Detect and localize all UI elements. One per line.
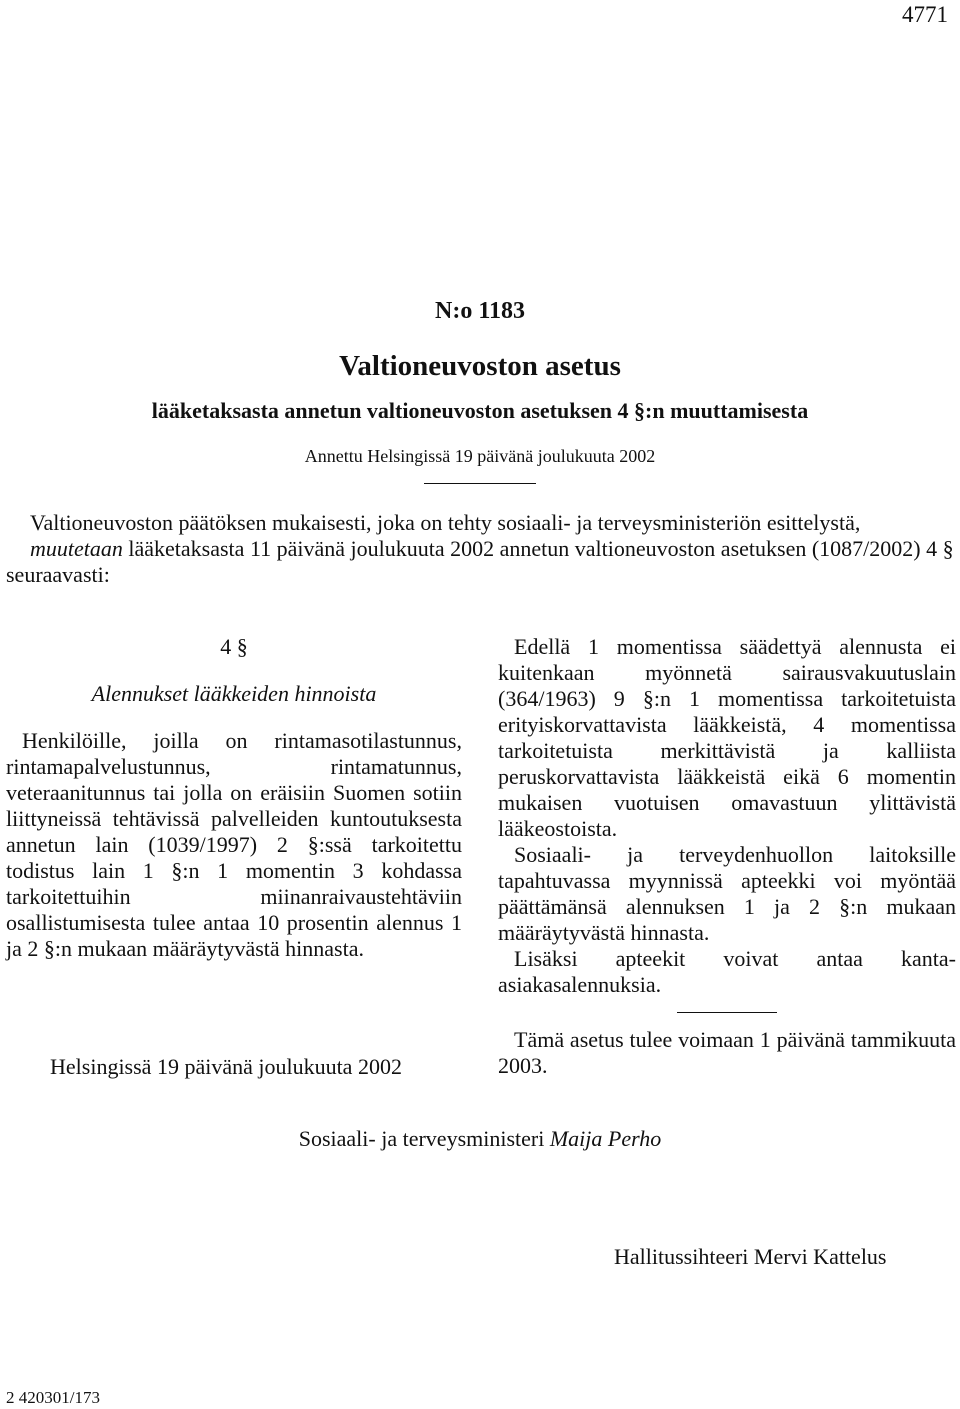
left-column [6,634,462,962]
section-paragraph-1: Henkilöille, joilla on rintamasotilastunnus, rintamapalvelustunnus, rintamatunnus, veteraanitunnus tai jolla on eräisiin Suomen sotiin liittyneissä tehtävissä palvelleiden kuntoutuksesta annetun lain (1039/1997) 2 §:ssä tarkoitettu todistus lain 1 §:n 1 momentin 3 kohdassa tarkoitettuihin miinanraivaustehtäviin osallistumisesta tulee antaa 10 prosentin alennus 1 ja 2 §:n mukaan määräytyvästä hinnasta. [6,728,462,961]
section-heading: Alennukset lääkkeiden hinnoista [91,681,377,706]
section-paragraph-4: Lisäksi apteekit voivat antaa kanta-asiakasalennuksia. [498,946,956,997]
preamble-decision: Valtioneuvoston päätöksen mukaisesti, joka on tehty sosiaali- ja terveysministeriön esittelystä, [30,510,861,535]
amend-keyword: muutetaan [30,536,123,561]
amend-text: lääketaksasta 11 päivänä joulukuuta 2002 annetun valtioneuvoston asetuksen (1087/2002) 4 § seuraavasti: [6,536,954,587]
signing-place-date: Helsingissä 19 päivänä joulukuuta 2002 [50,1054,402,1079]
footer-code: 2 420301/173 [6,1388,100,1407]
issued-date: Annettu Helsingissä 19 päivänä joulukuuta 2002 [304,446,656,466]
preamble [6,510,956,588]
secretary-signature: Hallitussihteeri Mervi Kattelus [614,1244,887,1269]
right-column [498,634,956,1079]
header-divider [424,483,536,484]
preamble-amendment [6,536,956,588]
entry-into-force: Tämä asetus tulee voimaan 1 päivänä tammikuuta 2003. [498,1027,956,1078]
minister-name: Maija Perho [549,1126,662,1151]
minister-signature [0,1126,960,1152]
section-paragraph-3: Sosiaali- ja terveydenhuollon laitoksille tapahtuvassa myynnissä apteekki voi myöntää päättämänsä alennuksen 1 ja 2 §:n mukaan määräytyvästä hinnasta. [498,842,956,945]
document-title: Valtioneuvoston asetus [339,350,621,382]
section-number: 4 § [220,634,248,659]
statute-number: N:o 1183 [435,298,525,324]
document-subtitle: lääketaksasta annetun valtioneuvoston asetuksen 4 §:n muuttamisesta [151,398,809,423]
page-number: 4771 [902,2,948,27]
minister-title: Sosiaali- ja terveysministeri [298,1126,545,1151]
section-paragraph-2: Edellä 1 momentissa säädettyä alennusta ei kuitenkaan myönnetä sairausvakuutuslain (364/1963) 9 §:n 1 momentissa tarkoitetuista erityiskorvattavista lääkkeistä, 4 momentissa tarkoitetuista merkittävistä ja kalliista peruskorvattavista lääkkeistä eikä 6 momentin mukaisen vuotuisen omavastuun ylittävistä lääkeostoista. [498,634,956,841]
closing-divider [677,1012,777,1013]
